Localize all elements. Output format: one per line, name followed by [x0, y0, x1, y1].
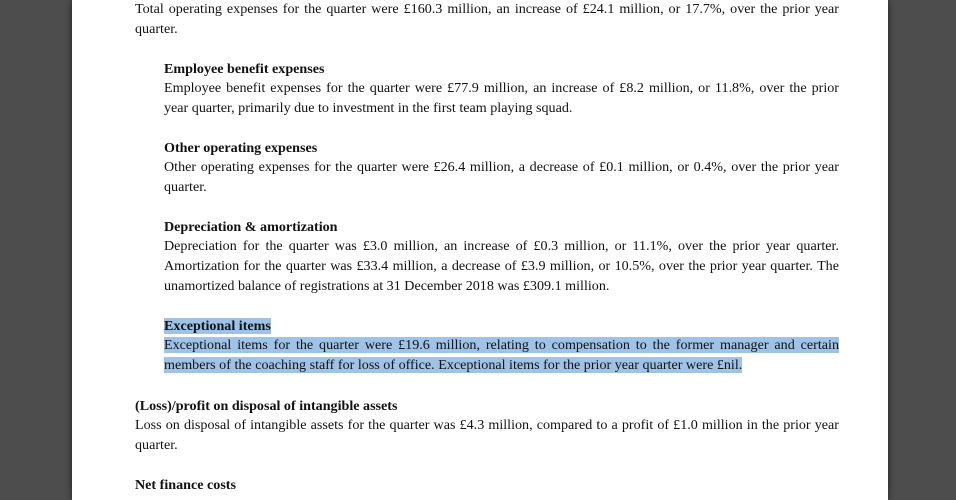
exceptional-items-paragraph[interactable] — [164, 336, 839, 376]
other-operating-paragraph: Other operating expenses for the quarter were £26.4 million, a decrease of £0.1 million, or 0.4%, over the prior year quarter. — [164, 159, 839, 195]
employee-benefit-heading: Employee benefit expenses — [164, 61, 325, 77]
employee-benefit-paragraph: Employee benefit expenses for the quarter were £77.9 million, an increase of £8.2 million, or 11.8%, over the prior year quarter, primarily due to investment in the first team playing squad. — [164, 80, 839, 116]
depreciation-paragraph: Depreciation for the quarter was £3.0 million, an increase of £0.3 million, or 11.1%, over the prior year quarter. Amortization for the quarter was £33.4 million, a decrease of £3.9 million, or 10.5%, over the prior year quarter. The unamortized balance of registrations at 31 December 2018 was £309.1 million. — [164, 238, 839, 294]
total-operating-expenses-paragraph: Total operating expenses for the quarter were £160.3 million, an increase of £24.1 million, or 17.7%, over the prior year quarter. — [135, 1, 839, 37]
disposal-paragraph: Loss on disposal of intangible assets for the quarter was £4.3 million, compared to a profit of £1.0 million in the prior year quarter. — [135, 417, 839, 453]
depreciation-heading: Depreciation & amortization — [164, 219, 338, 235]
other-operating-heading: Other operating expenses — [164, 140, 318, 156]
exceptional-heading-selection[interactable]: Exceptional items — [164, 318, 271, 334]
exceptional-items-heading[interactable] — [164, 317, 271, 337]
document-page[interactable] — [72, 0, 888, 500]
net-finance-costs-heading: Net finance costs — [135, 477, 236, 493]
disposal-heading: (Loss)/profit on disposal of intangible assets — [135, 398, 398, 414]
exceptional-paragraph-selection[interactable]: Exceptional items for the quarter were £19.6 million, relating to compensation to the former manager and certain members of the coaching staff for loss of office. Exceptional items for the prior year quarter were £nil. — [164, 337, 839, 373]
